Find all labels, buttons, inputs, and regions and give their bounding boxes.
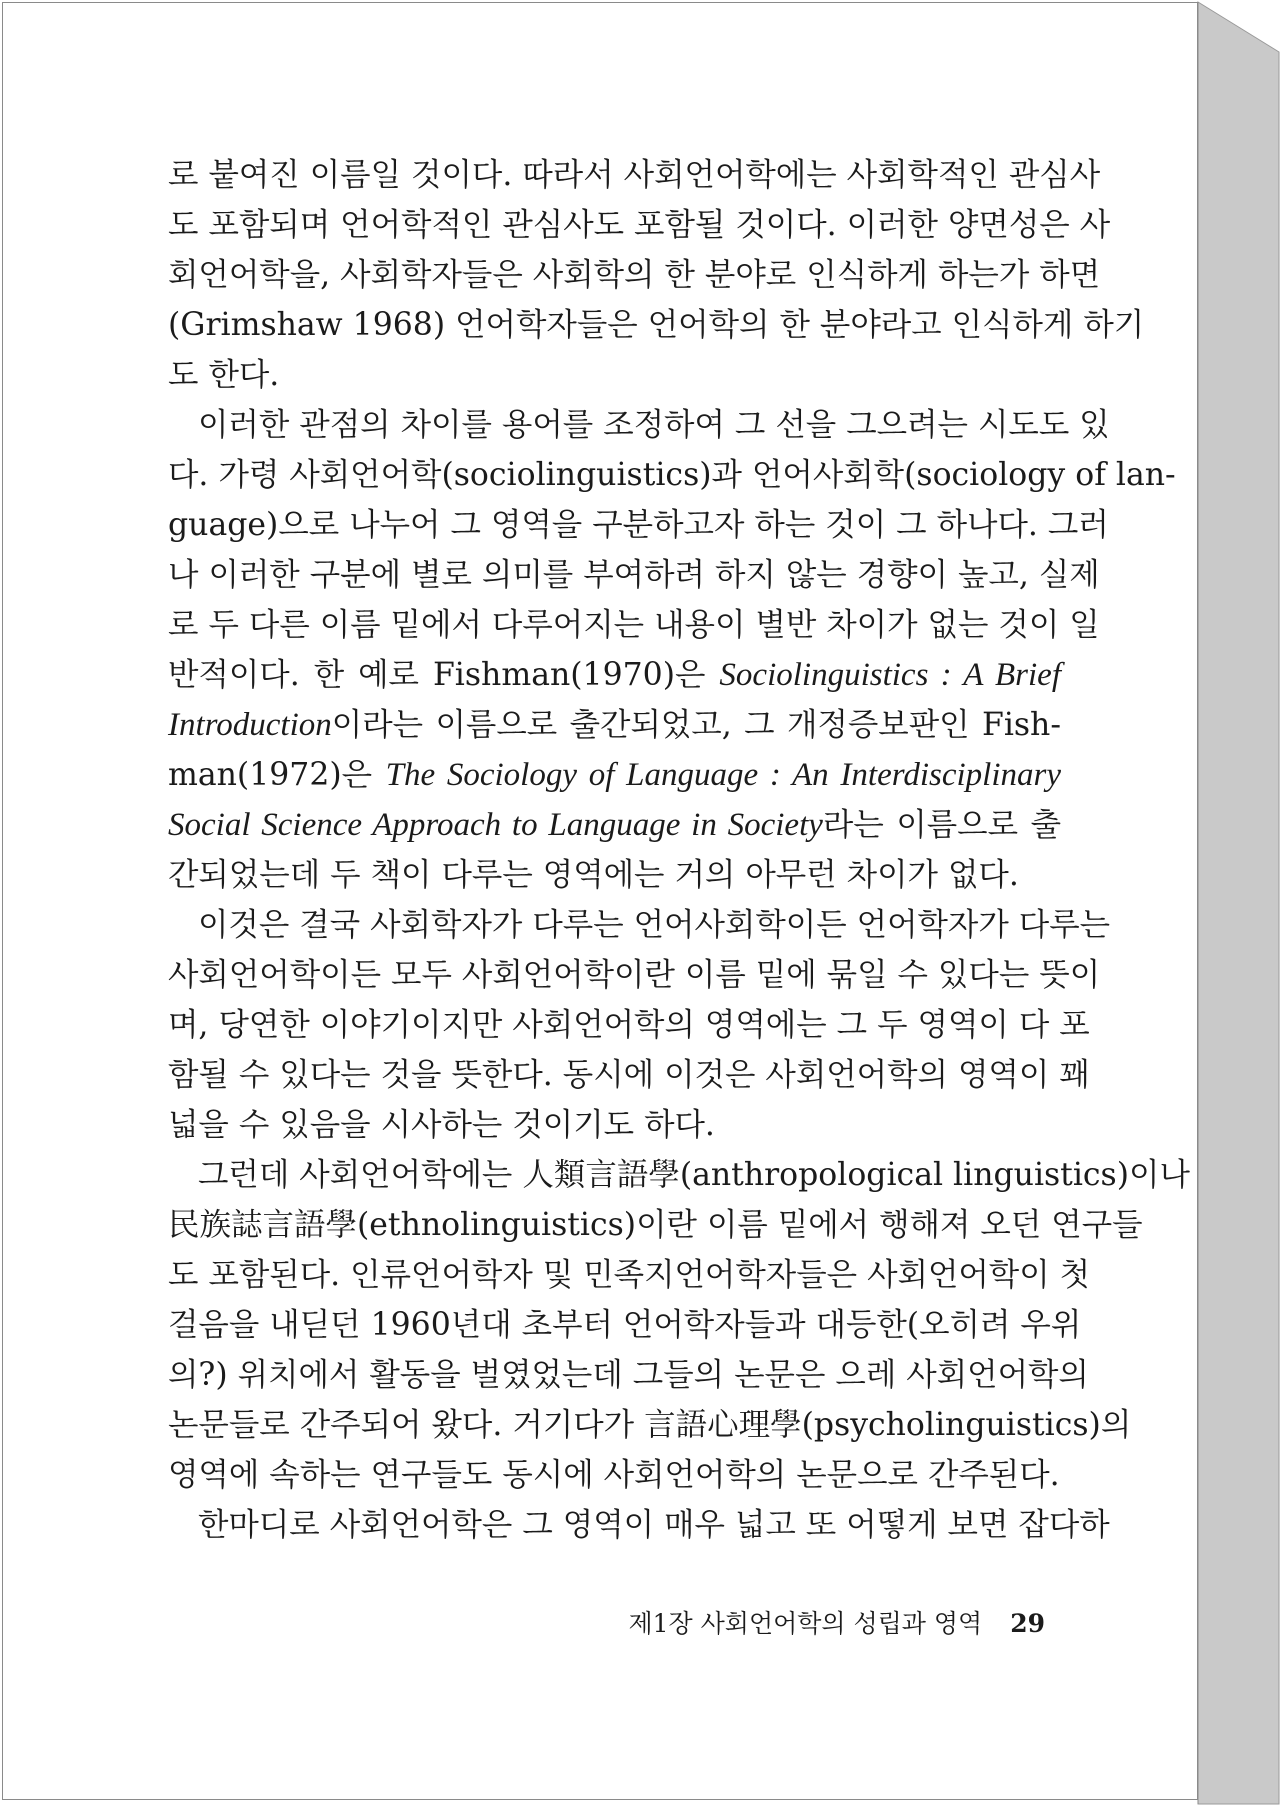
- text-line: [168, 150, 1101, 200]
- text-run: 도 한다.: [168, 357, 280, 393]
- text-line: [168, 900, 1111, 950]
- text-run: 나 이러한 구분에 별로 의미를 부여하려 하지 않는 경향이 높고, 실제: [168, 557, 1100, 593]
- text-line: [168, 450, 1176, 500]
- text-run: 넓을 수 있음을 시사하는 것이기도 하다.: [168, 1107, 715, 1143]
- text-run: 의?) 위치에서 활동을 벌였었는데 그들의 논문은 으레 사회언어학의: [168, 1357, 1089, 1393]
- text-run: 이것은 결국 사회학자가 다루는 언어사회학이든 언어학자가 다루는: [198, 907, 1111, 943]
- text-run: 회언어학을, 사회학자들은 사회학의 한 분야로 인식하게 하는가 하면: [168, 257, 1101, 293]
- text-line: [168, 1250, 1091, 1300]
- text-run: 로 두 다른 이름 밑에서 다루어지는 내용이 별반 차이가 없는 것이 일: [168, 607, 1100, 643]
- text-run: 논문들로 간주되어 왔다. 거기다가 言語心理學(psycholinguistics)의: [168, 1407, 1132, 1443]
- text-line: [168, 1100, 1061, 1150]
- text-line: [168, 1000, 1090, 1050]
- text-line: [168, 650, 1061, 700]
- page-number: 29: [1010, 1609, 1045, 1638]
- text-line: [168, 600, 1100, 650]
- text-line: [168, 700, 1061, 750]
- page-body-text: [168, 150, 1190, 1550]
- text-line: [168, 250, 1101, 300]
- text-line: [168, 300, 1145, 350]
- text-line: [168, 1500, 1110, 1550]
- paragraph: [168, 150, 1145, 400]
- text-run: 간되었는데 두 책이 다루는 영역에는 거의 아무런 차이가 없다.: [168, 857, 1019, 893]
- text-run: 도 포함되며 언어학적인 관심사도 포함될 것이다. 이러한 양면성은 사: [168, 207, 1111, 243]
- text-line: [168, 1200, 1143, 1250]
- text-line: [168, 1300, 1082, 1350]
- text-line: [168, 1350, 1089, 1400]
- italic-title-text: The Sociology of Language : An Interdisciplinary: [385, 757, 1061, 793]
- text-run: 도 포함된다. 인류언어학자 및 민족지언어학자들은 사회언어학이 첫: [168, 1257, 1091, 1293]
- text-line: [168, 850, 1061, 900]
- paragraph: [168, 1150, 1190, 1500]
- italic-title-text: Social Science Approach to Language in Society: [168, 807, 823, 843]
- text-run: 며, 당연한 이야기이지만 사회언어학의 영역에는 그 두 영역이 다 포: [168, 1007, 1090, 1043]
- text-run: 한마디로 사회언어학은 그 영역이 매우 넓고 또 어떻게 보면 잡다하: [198, 1507, 1110, 1543]
- text-run: (Grimshaw 1968) 언어학자들은 언어학의 한 분야라고 인식하게 하기: [168, 307, 1145, 343]
- text-run: 반적이다. 한 예로 Fishman(1970)은: [168, 657, 720, 693]
- text-line: [168, 400, 1110, 450]
- text-run: 그런데 사회언어학에는 人類言語學(anthropological linguistics)이나: [198, 1157, 1190, 1193]
- paragraph: [168, 900, 1111, 1150]
- text-line: [168, 1050, 1090, 1100]
- page-footer: [629, 1604, 1046, 1640]
- text-line: [168, 1450, 1061, 1500]
- text-run: 걸음을 내딛던 1960년대 초부터 언어학자들과 대등한(오히려 우위: [168, 1307, 1082, 1343]
- text-line: [168, 750, 1061, 800]
- text-run: 로 붙여진 이름일 것이다. 따라서 사회언어학에는 사회학적인 관심사: [168, 157, 1101, 193]
- text-line: [168, 500, 1109, 550]
- text-line: [168, 550, 1100, 600]
- paragraph: [168, 400, 1176, 900]
- text-line: [168, 200, 1111, 250]
- text-run: 이라는 이름으로 출간되었고, 그 개정증보판인 Fish-: [331, 707, 1061, 743]
- text-run: 다. 가령 사회언어학(sociolinguistics)과 언어사회학(sociology of lan-: [168, 457, 1176, 493]
- italic-title-text: Introduction: [168, 707, 332, 743]
- text-line: [168, 1400, 1132, 1450]
- text-line: [168, 800, 1061, 850]
- paragraph: [168, 1500, 1110, 1550]
- text-run: 사회언어학이든 모두 사회언어학이란 이름 밑에 묶일 수 있다는 뜻이: [168, 957, 1101, 993]
- text-run: 이러한 관점의 차이를 용어를 조정하여 그 선을 그으려는 시도도 있: [198, 407, 1110, 443]
- text-run: 영역에 속하는 연구들도 동시에 사회언어학의 논문으로 간주된다.: [168, 1457, 1060, 1493]
- text-run: man(1972)은: [168, 757, 386, 793]
- running-footer-chapter-title: 제1장 사회언어학의 성립과 영역: [628, 1609, 983, 1638]
- text-run: guage)으로 나누어 그 영역을 구분하고자 하는 것이 그 하나다. 그러: [168, 507, 1109, 543]
- text-run: 함될 수 있다는 것을 뜻한다. 동시에 이것은 사회언어학의 영역이 꽤: [168, 1057, 1090, 1093]
- italic-title-text: Sociolinguistics : A Brief: [719, 657, 1061, 693]
- text-line: [168, 350, 1061, 400]
- text-run: 라는 이름으로 출: [822, 807, 1062, 843]
- text-run: 民族誌言語學(ethnolinguistics)이란 이름 밑에서 행해져 오던 연구들: [168, 1207, 1143, 1243]
- text-line: [168, 1150, 1190, 1200]
- text-line: [168, 950, 1101, 1000]
